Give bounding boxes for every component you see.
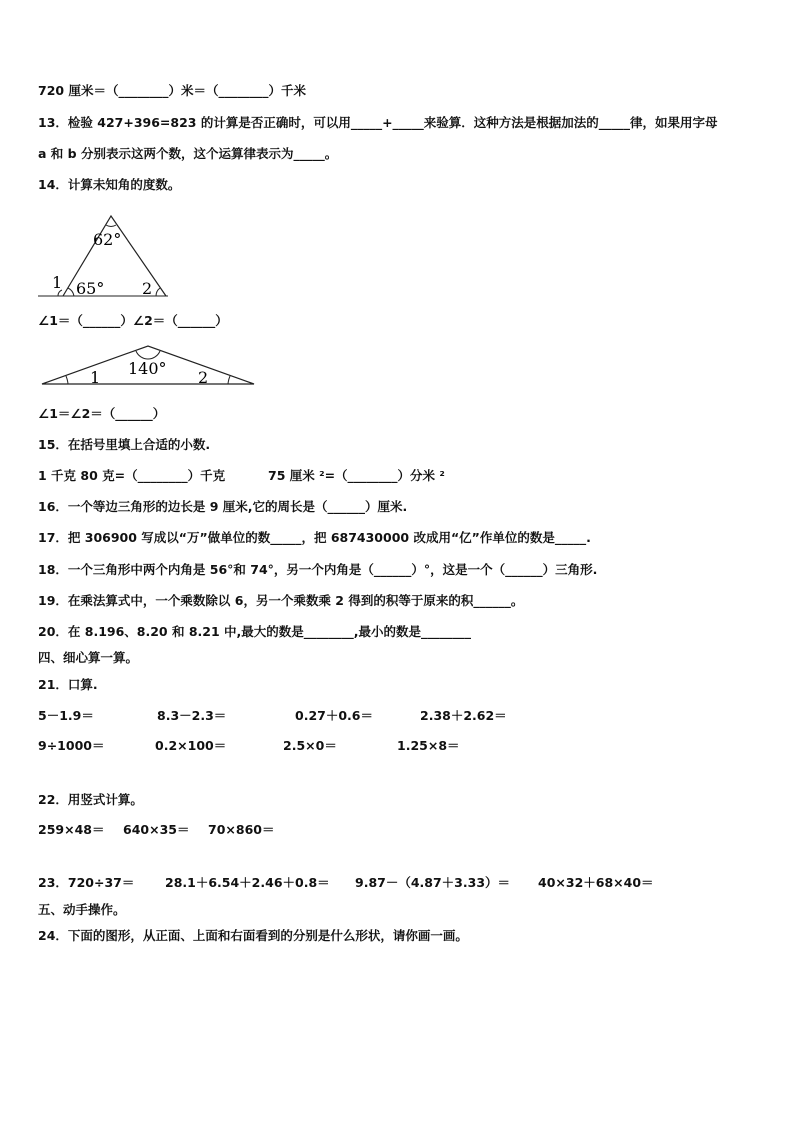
- question-24: 24．下面的图形，从正面、上面和右面看到的分别是什么形状，请你画一画。: [38, 928, 468, 943]
- question-20: 20．在 8.196、8.20 和 8.21 中,最大的数是________,最小的数是________: [38, 624, 472, 639]
- triangle2-top-angle: 140°: [128, 359, 167, 378]
- question-13-line1: 13．检验 427+396=823 的计算是否正确时，可以用_____+_____来验算．这种方法是根据加法的_____律，如果用字母: [38, 115, 718, 130]
- oral-calc-item: 9÷1000＝: [38, 738, 105, 753]
- triangle2-label-2: 2: [198, 368, 209, 387]
- question-23-item: 40×32＋68×40＝: [538, 875, 654, 890]
- triangle-diagram-2: [38, 342, 258, 390]
- question-14-answer-1: ∠1＝（______）∠2＝（______）: [38, 313, 228, 328]
- question-15: 15．在括号里填上合适的小数.: [38, 437, 211, 452]
- section-5-heading: 五、动手操作。: [38, 902, 126, 917]
- oral-calc-item: 2.5×0＝: [283, 738, 337, 753]
- oral-calc-item: 8.3－2.3＝: [157, 708, 227, 723]
- question-15-part-a: 1 千克 80 克=（________）千克: [38, 468, 226, 483]
- question-22: 22．用竖式计算。: [38, 792, 143, 807]
- triangle1-label-1: 1: [52, 273, 63, 292]
- question-13-line2: a 和 b 分别表示这两个数，这个运算律表示为_____。: [38, 146, 338, 161]
- question-17: 17．把 306900 写成以“万”做单位的数_____，把 687430000 改成用“亿”作单位的数是_____.: [38, 530, 591, 545]
- question-14: 14．计算未知角的度数。: [38, 177, 181, 192]
- question-23-item: 9.87－（4.87＋3.33）＝: [355, 875, 511, 890]
- triangle1-left-angle: 65°: [76, 279, 105, 298]
- question-21: 21．口算.: [38, 677, 98, 692]
- question-19: 19．在乘法算式中，一个乘数除以 6，另一个乘数乘 2 得到的积等于原来的积______。: [38, 593, 524, 608]
- triangle1-top-angle: 62°: [93, 230, 122, 249]
- oral-calc-item: 2.38＋2.62＝: [420, 708, 507, 723]
- oral-calc-item: 1.25×8＝: [397, 738, 460, 753]
- question-18: 18．一个三角形中两个内角是 56°和 74°，另一个内角是（______）°，这是一个（______）三角形.: [38, 562, 598, 577]
- vertical-calc-item: 259×48＝: [38, 822, 105, 837]
- question-15-part-b: 75 厘米 ²=（________）分米 ²: [268, 468, 445, 483]
- vertical-calc-item: 640×35＝: [123, 822, 190, 837]
- question-23-item: 23．720÷37＝: [38, 875, 135, 890]
- oral-calc-item: 0.27＋0.6＝: [295, 708, 373, 723]
- section-4-heading: 四、细心算一算。: [38, 650, 139, 665]
- vertical-calc-item: 70×860＝: [208, 822, 275, 837]
- oral-calc-item: 0.2×100＝: [155, 738, 227, 753]
- length-conversion: 720 厘米＝（________）米＝（________）千米: [38, 83, 306, 98]
- triangle1-label-2: 2: [142, 279, 153, 298]
- triangle-diagram-1: [38, 212, 178, 302]
- oral-calc-item: 5－1.9＝: [38, 708, 94, 723]
- question-16: 16．一个等边三角形的边长是 9 厘米,它的周长是（______）厘米.: [38, 499, 408, 514]
- triangle2-label-1: 1: [90, 368, 101, 387]
- question-14-answer-2: ∠1＝∠2＝（______）: [38, 406, 166, 421]
- question-23-item: 28.1＋6.54＋2.46＋0.8＝: [165, 875, 330, 890]
